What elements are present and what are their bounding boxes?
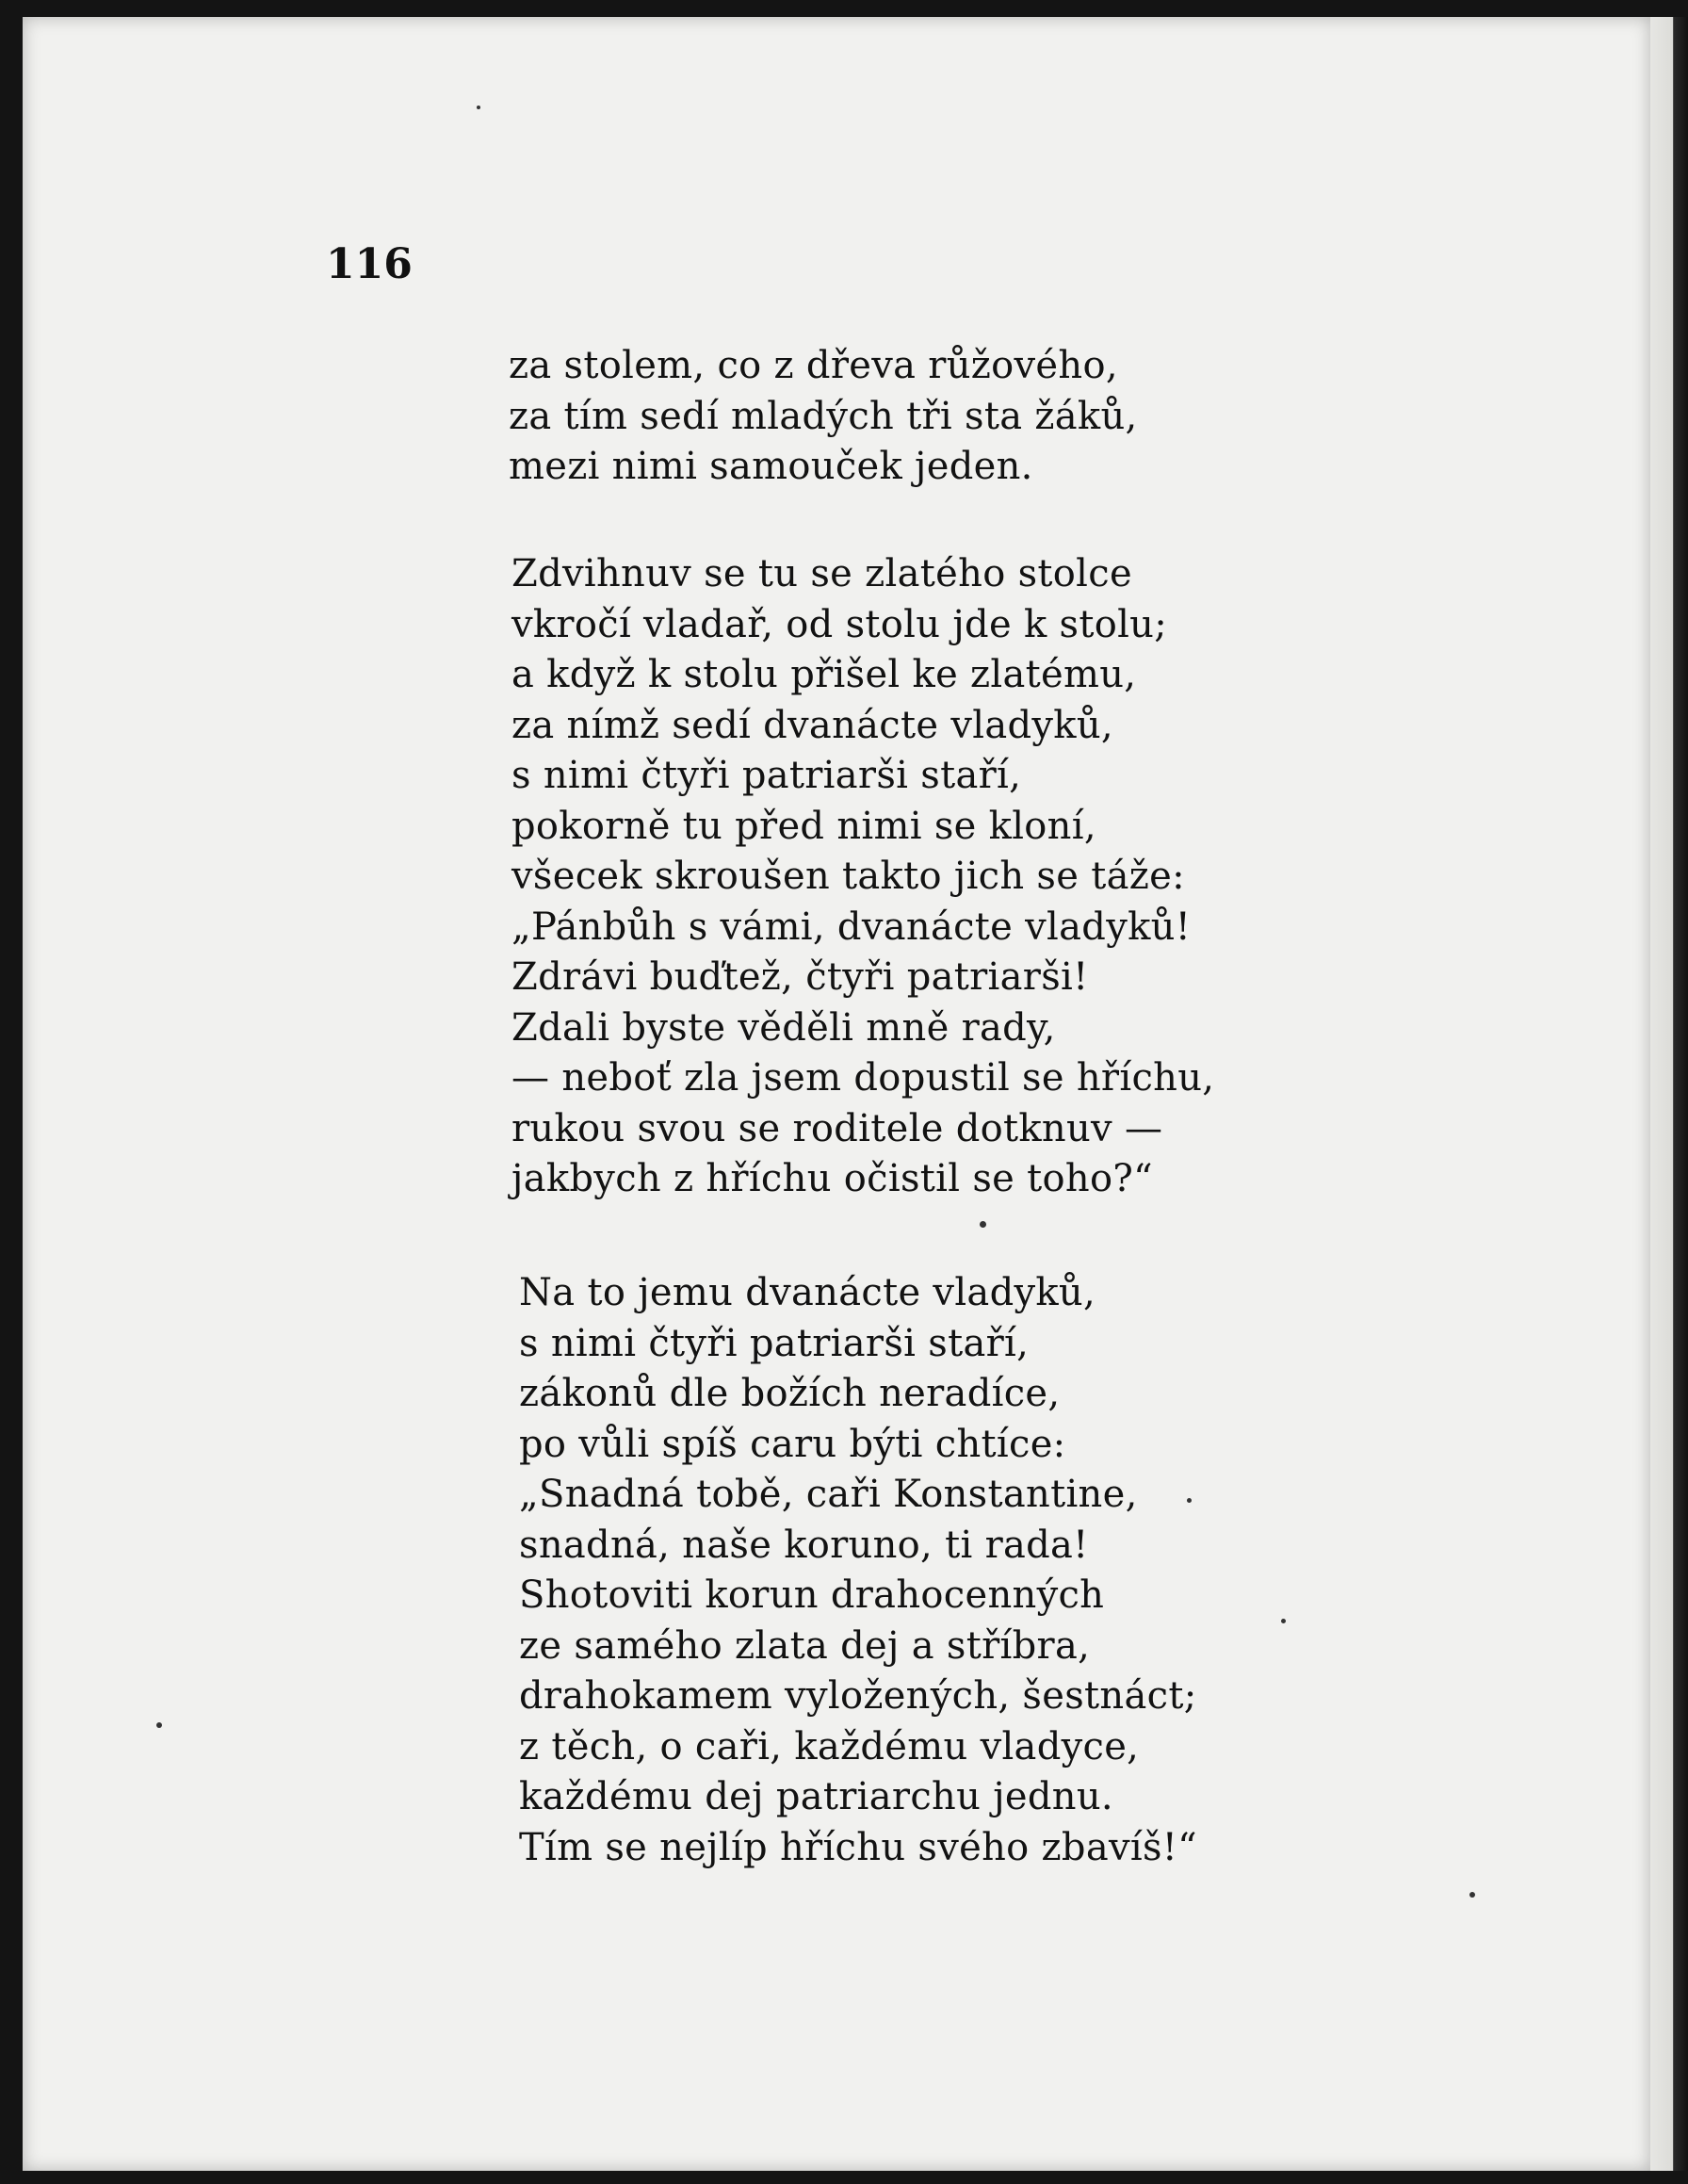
paper-speck [1469, 1892, 1475, 1898]
paper-speck [156, 1722, 162, 1728]
page-number: 116 [326, 240, 413, 288]
verse-line: „Snadná tobě, caři Konstantine, [519, 1473, 1138, 1516]
verse-line: po vůli spíš caru býti chtíce: [519, 1422, 1066, 1466]
verse-line: Zdrávi buďtež, čtyři patriarši! [511, 955, 1089, 999]
page-binding-edge [1650, 17, 1688, 2171]
verse-line: — neboť zla jsem dopustil se hříchu, [511, 1056, 1215, 1100]
paper-speck [980, 1221, 986, 1228]
verse-line: všecek skroušen takto jich se táže: [511, 855, 1185, 898]
paper-speck [477, 106, 480, 109]
verse-line: drahokamem vyložených, šestnáct; [519, 1674, 1197, 1718]
verse-line: zákonů dle božích neradíce, [519, 1372, 1061, 1415]
verse-line: rukou svou se roditele dotknuv — [511, 1106, 1163, 1150]
verse-line: Zdvihnuv se tu se zlatého stolce [511, 552, 1132, 595]
stanza [509, 341, 1138, 493]
verse-line: Shotoviti korun drahocenných [519, 1573, 1105, 1617]
verse-line: za tím sedí mladých tři sta žáků, [509, 394, 1138, 438]
verse-line: „Pánbůh s vámi, dvanácte vladyků! [511, 905, 1192, 949]
verse-line: za stolem, co z dřeva růžového, [509, 344, 1118, 387]
verse-line: jakbych z hříchu očistil se toho?“ [511, 1157, 1153, 1200]
verse-line: a když k stolu přišel ke zlatému, [511, 653, 1137, 696]
verse-line: s nimi čtyři patriarši staří, [519, 1321, 1030, 1365]
verse-line: pokorně tu před nimi se kloní, [511, 804, 1096, 848]
verse-line: snadná, naše koruno, ti rada! [519, 1523, 1089, 1567]
paper-speck [1281, 1619, 1286, 1623]
stanza [519, 1268, 1197, 1873]
verse-line: z těch, o caři, každému vladyce, [519, 1724, 1140, 1768]
verse-line: Tím se nejlíp hříchu svého zbavíš!“ [519, 1825, 1197, 1869]
verse-line: ze samého zlata dej a stříbra, [519, 1623, 1091, 1668]
verse-line: za nímž sedí dvanácte vladyků, [511, 703, 1113, 747]
paper-speck [1187, 1498, 1192, 1503]
verse-line: Na to jemu dvanácte vladyků, [519, 1271, 1096, 1314]
verse-line: každému dej patriarchu jednu. [519, 1775, 1113, 1818]
verse-line: Zdali byste věděli mně rady, [511, 1005, 1056, 1050]
verse-line: s nimi čtyři patriarši staří, [511, 754, 1022, 797]
stanza [511, 549, 1214, 1205]
verse-line: mezi nimi samouček jeden. [509, 445, 1033, 488]
verse-line: vkročí vladař, od stolu jde k stolu; [511, 602, 1168, 646]
